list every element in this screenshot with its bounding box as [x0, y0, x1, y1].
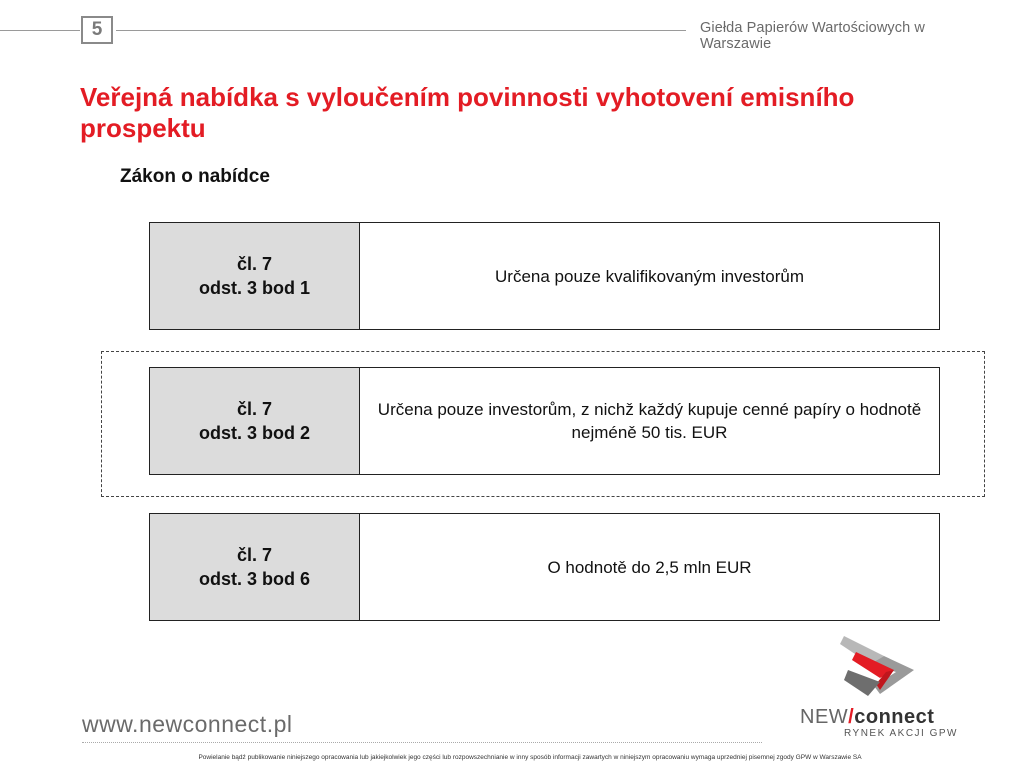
logo-subtitle: RYNEK AKCJI GPW — [843, 728, 958, 739]
article-cell — [150, 514, 360, 620]
article-label: čl. 7 — [236, 545, 273, 565]
description-cell: O hodnotě do 2,5 mln EUR — [547, 557, 752, 577]
slide-title: Veřejná nabídka s vyloučením povinnosti vyhotovení emisního prospektu — [80, 82, 855, 143]
logo-new-text: NEW — [800, 706, 849, 728]
organization-name: Giełda Papierów Wartościowych w Warszawie — [700, 20, 925, 52]
header-rule-right — [116, 30, 686, 31]
article-label: čl. 7 — [236, 254, 273, 274]
footer-disclaimer: Powielanie bądź publikowanie niniejszego opracowania lub jakiejkolwiek jego części lub rozpowszechnianie w inny sposób informacji zawartych w niniejszym opracowaniu wymaga uprzedniej pisemnej zgody GPW w Warszawie SA — [198, 754, 862, 761]
table-row — [149, 367, 940, 475]
slide-subtitle: Zákon o nabídce — [120, 166, 270, 187]
footer-rule — [82, 742, 762, 743]
paragraph-label: odst. 3 bod 1 — [198, 278, 310, 298]
logo-connect-text: connect — [854, 706, 935, 728]
newconnect-arrow-logo-icon — [836, 630, 916, 702]
logo-slash-text: / — [848, 706, 855, 728]
header-rule-left — [0, 30, 80, 31]
paragraph-label: odst. 3 bod 2 — [198, 423, 310, 443]
article-label: čl. 7 — [236, 399, 273, 419]
table-row — [149, 513, 940, 621]
paragraph-label: odst. 3 bod 6 — [198, 569, 310, 589]
page-number: 5 — [81, 16, 113, 44]
article-cell — [150, 223, 360, 329]
description-cell: Určena pouze kvalifikovaným investorům — [495, 266, 804, 286]
table-row — [149, 222, 940, 330]
newconnect-wordmark — [800, 706, 960, 729]
footer-url: www.newconnect.pl — [82, 711, 293, 737]
article-cell — [150, 368, 360, 474]
description-cell: Určena pouze investorům, z nichž každý kupuje cenné papíry o hodnotě nejméně 50 tis. EUR — [377, 400, 922, 442]
